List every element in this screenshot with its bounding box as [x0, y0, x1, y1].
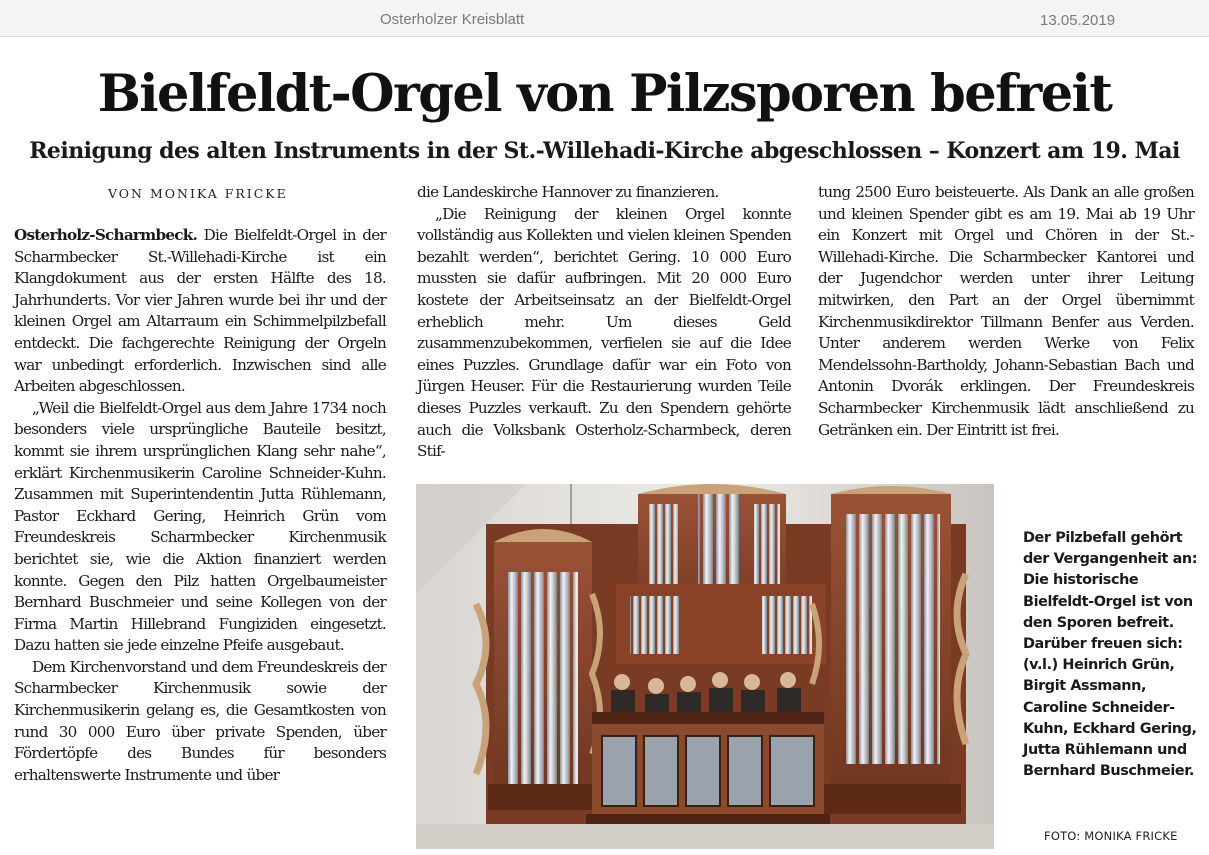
organ-illustration	[416, 484, 994, 849]
photo-credit: FOTO: MONIKA FRICKE	[1044, 829, 1178, 843]
photo-caption: Der Pilzbefall gehört der Vergangenheit an: Die historische Bielfeldt-Orgel ist von den Sporen befreit. Darüber freuen sich: (v.l.) Heinrich Grün, Birgit Assmann, Caroline Schneider-Kuhn, Eckhard Gering, Jutta Rühlemann und Bernhard Buschmeier.	[1023, 530, 1198, 780]
paragraph: „Die Reinigung der kleinen Orgel konnte vollständig aus Kollekten und vielen kleinen Spenden bezahlt werden“, berichtet Gering. 10 000 Euro mussten sie dafür aufbringen. Mit 20 000 Euro kostete der Arbeitseinsatz an der Bielfeldt-Orgel erheblich mehr. Um dieses Geld zusammenzubekommen, verfielen sie auf die Idee eines Puzzles. Grundlage dafür war ein Foto von Jürgen Heuser. Für die Restaurierung wurden Teile dieses Puzzles verkauft. Zu den Spendern gehörte auch die Volksbank Osterholz-Scharmbeck, deren Stif-	[417, 204, 791, 461]
paragraph-text: Die Bielfeldt-Orgel in der Scharmbecker St.-Willehadi-Kirche ist ein Klangdokument aus der ersten Hälfte des 18. Jahrhunderts. Vor vier Jahren wurde bei ihr und der kleinen Orgel am Altarraum ein Schimmelpilzbefall entdeckt. Die fachgerechte Reinigung der Orgeln war unbedingt erforderlich. Inzwischen sind alle Arbeiten abgeschlossen.	[14, 226, 387, 396]
paragraph: tung 2500 Euro beisteuerte. Als Dank an alle großen und kleinen Spender gibt es am 19. Mai ab 19 Uhr ein Konzert mit Orgel und Chören in der St.-Willehadi-Kirche. Die Scharmbecker Kantorei und der Jugendchor werden unter ihrer Leitung mitwirken, den Part an der Orgel übernimmt Kirchenmusikdirektor Tillmann Benfer aus Verden. Unter anderem werden Werke von Felix Mendelssohn-Bartholdy, Johann-Sebastian Bach und Antonin Dvorák erklingen. Der Freundeskreis Scharmbecker Kirchenmusik lädt anschließend zu Getränken ein. Der Eintritt ist frei.	[818, 183, 1194, 439]
article-subheadline: Reinigung des alten Instruments in der St.-Willehadi-Kirche abgeschlossen – Konzert am 19. Mai	[29, 138, 1180, 164]
article-column-1	[14, 225, 386, 786]
article-byline: VON MONIKA FRICKE	[108, 186, 288, 201]
paragraph	[14, 225, 386, 398]
publication-date: 13.05.2019	[1040, 12, 1116, 29]
article-column-2	[417, 182, 791, 463]
paragraph: „Weil die Bielfeldt-Orgel aus dem Jahre 1734 noch besonders viele ursprüngliche Bauteile besitzt, kommt sie ihrem ursprünglichen Klang sehr nahe“, erklärt Kirchenmusikerin Caroline Schneider-Kuhn. Zusammen mit Superintendentin Jutta Rühlemann, Pastor Eckhard Gering, Heinrich Grün vom Freundeskreis Scharmbecker Kirchenmusik berichtet sie, wie die Aktion finanziert werden konnte. Gegen den Pilz hatten Orgelbaumeister Bernhard Buschmeier und seine Kollegen von der Firma Martin Hillebrand Fungiziden eingesetzt. Dazu hatten sie jede einzelne Pfeife ausgebaut.	[14, 398, 386, 655]
paragraph: Dem Kirchenvorstand und dem Freundeskreis der Scharmbecker Kirchenmusik sowie der Kirchenmusikerin gelang es, die Gesamtkosten von rund 30 000 Euro über private Spenden, über Fördertöpfe des Bundes für besonders erhaltenswerte Instrumente und über	[14, 657, 386, 784]
organ-photo	[416, 484, 994, 849]
article-headline: Bielfeldt-Orgel von Pilzsporen befreit	[97, 64, 1112, 124]
paragraph: die Landeskirche Hannover zu finanzieren.	[417, 183, 719, 201]
article-column-3	[818, 182, 1194, 441]
publication-name: Osterholzer Kreisblatt	[380, 11, 525, 28]
dateline: Osterholz-Scharmbeck.	[14, 226, 198, 244]
publication-bar	[0, 0, 1209, 37]
